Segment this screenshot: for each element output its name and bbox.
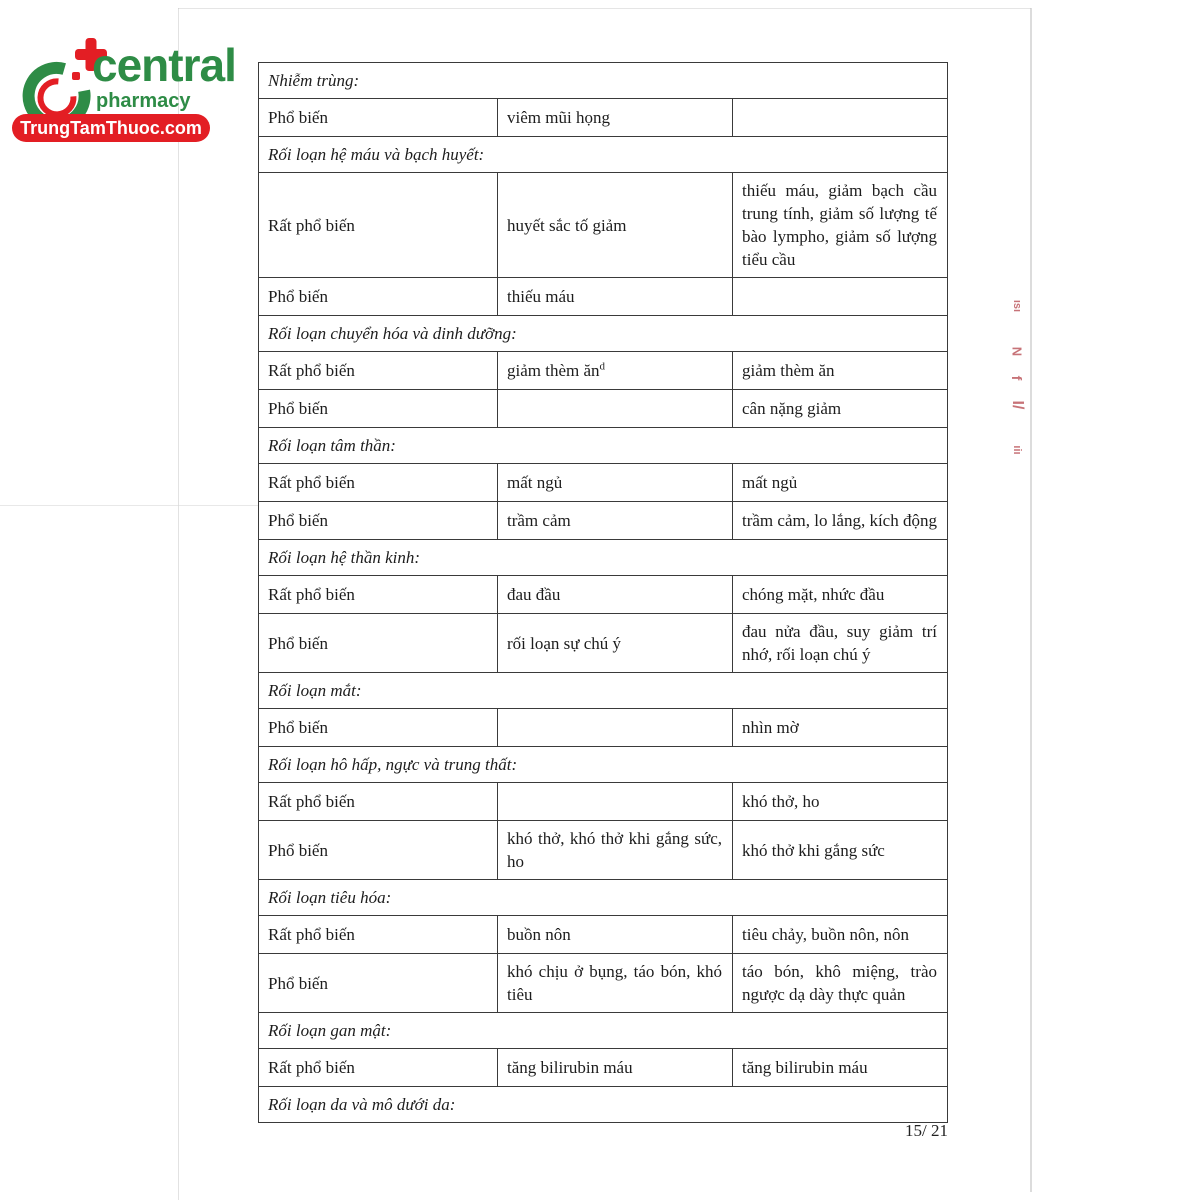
reaction-cell [498, 709, 733, 746]
section-header-cell: Rối loạn tiêu hóa: [268, 888, 392, 907]
section-header-cell: Rối loạn mắt: [268, 681, 362, 700]
table-row [259, 502, 947, 540]
logo-brand-text: central [92, 39, 236, 91]
table-row [259, 576, 947, 614]
margin-mark: f [1009, 375, 1025, 381]
reaction-cell [733, 99, 947, 136]
reaction-cell: khó chịu ở bụng, táo bón, khó tiêu [498, 954, 733, 1012]
frequency-cell: Phổ biến [259, 821, 498, 879]
table-row [259, 916, 947, 954]
sheet-right-edge [1030, 8, 1032, 1192]
table-row [259, 673, 947, 709]
table-row [259, 173, 947, 278]
table-row [259, 709, 947, 747]
frequency-cell: Phổ biến [259, 614, 498, 672]
table-row [259, 821, 947, 880]
frequency-cell: Rất phổ biến [259, 173, 498, 277]
table-row [259, 747, 947, 783]
reaction-cell: buồn nôn [498, 916, 733, 953]
margin-mark: Ɩ/ [1009, 400, 1026, 410]
section-header-cell: Rối loạn hô hấp, ngực và trung thất: [268, 755, 518, 774]
reaction-cell: nhìn mờ [742, 718, 799, 737]
frequency-cell: Rất phổ biến [259, 464, 498, 501]
frequency-cell: Phổ biến [259, 278, 498, 315]
section-header-cell: Rối loạn gan mật: [268, 1021, 392, 1040]
reaction-cell: khó thở, khó thở khi gắng sức, ho [498, 821, 733, 879]
reaction-cell: rối loạn sự chú ý [498, 614, 733, 672]
handwritten-margin-annotation [1002, 292, 1032, 482]
table-row [259, 1013, 947, 1049]
reaction-cell: tăng bilirubin máu [742, 1058, 868, 1077]
reaction-cell: khó thở khi gắng sức [742, 840, 885, 860]
reaction-cell: giảm thèm ăn [742, 361, 835, 380]
frequency-cell: Phổ biến [259, 954, 498, 1012]
section-header-cell: Rối loạn chuyển hóa và dinh dưỡng: [268, 324, 517, 343]
reaction-cell: chóng mặt, nhức đầu [742, 585, 885, 604]
reaction-cell [498, 783, 733, 820]
reaction-cell: đau nửa đầu, suy giảm trí nhớ, rối loạn chú ý [742, 622, 937, 664]
table-row [259, 1049, 947, 1087]
margin-mark: ısı [1011, 299, 1023, 313]
reaction-cell: khó thở, ho [742, 792, 820, 811]
reaction-cell: cân nặng giảm [742, 399, 842, 418]
section-header-cell: Nhiễm trùng: [268, 71, 360, 90]
reaction-cell: tiêu chảy, buồn nôn, nôn [742, 925, 909, 944]
frequency-cell: Phổ biến [259, 709, 498, 746]
frequency-cell: Rất phổ biến [259, 576, 498, 613]
reaction-cell [498, 390, 733, 427]
table-row [259, 614, 947, 673]
scan-artifact-line [0, 505, 258, 506]
reaction-cell: trầm cảm [498, 502, 733, 539]
frequency-cell: Rất phổ biến [259, 916, 498, 953]
frequency-cell: Phổ biến [259, 99, 498, 136]
section-header-cell: Rối loạn da và mô dưới da: [268, 1095, 456, 1114]
margin-mark: N [1009, 346, 1025, 357]
frequency-cell: Phổ biến [259, 390, 498, 427]
margin-mark: ıiı [1011, 445, 1023, 455]
section-header-cell: Rối loạn hệ máu và bạch huyết: [268, 145, 485, 164]
central-pharmacy-logo [12, 34, 236, 149]
table-row [259, 390, 947, 428]
sheet-left-edge [178, 8, 179, 1200]
frequency-cell: Rất phổ biến [259, 783, 498, 820]
table-row [259, 352, 947, 390]
reaction-cell: mất ngủ [498, 464, 733, 501]
table-row [259, 954, 947, 1013]
frequency-cell: Rất phổ biến [259, 352, 498, 389]
table-row [259, 137, 947, 173]
reaction-cell: mất ngủ [742, 473, 798, 492]
table-row [259, 540, 947, 576]
table-row [259, 783, 947, 821]
reaction-cell: huyết sắc tố giảm [498, 173, 733, 277]
section-header-cell: Rối loạn tâm thần: [268, 436, 396, 455]
frequency-cell: Rất phổ biến [259, 1049, 498, 1086]
table-row [259, 278, 947, 316]
table-row [259, 99, 947, 137]
section-header-cell: Rối loạn hệ thần kinh: [268, 548, 421, 567]
table-row [259, 464, 947, 502]
frequency-cell: Phổ biến [259, 502, 498, 539]
reaction-cell: đau đầu [498, 576, 733, 613]
table-row [259, 1087, 947, 1122]
reaction-cell: tăng bilirubin máu [498, 1049, 733, 1086]
reaction-cell: thiếu máu [498, 278, 733, 315]
sheet-top-edge [178, 8, 1031, 9]
table-row [259, 428, 947, 464]
reaction-cell: giảm thèm $ăn^d$ [498, 352, 733, 389]
reaction-cell: thiếu máu, giảm bạch cầu trung tính, giảm số lượng tế bào lympho, giảm số lượng tiểu cầu [742, 181, 937, 269]
table-row [259, 880, 947, 916]
reaction-cell: viêm mũi họng [498, 99, 733, 136]
reaction-cell: trầm cảm, lo lắng, kích động [742, 511, 937, 530]
table-row [259, 316, 947, 352]
logo-banner: TrungTamThuoc.com [12, 114, 210, 142]
logo-sub-text: pharmacy [96, 90, 191, 112]
page-number: 15/ 21 [905, 1121, 948, 1140]
adverse-reactions-table [258, 62, 948, 1123]
reaction-cell: táo bón, khô miệng, trào ngược dạ dày thực quản [742, 962, 937, 1004]
reaction-cell [733, 278, 947, 315]
table-row [259, 63, 947, 99]
